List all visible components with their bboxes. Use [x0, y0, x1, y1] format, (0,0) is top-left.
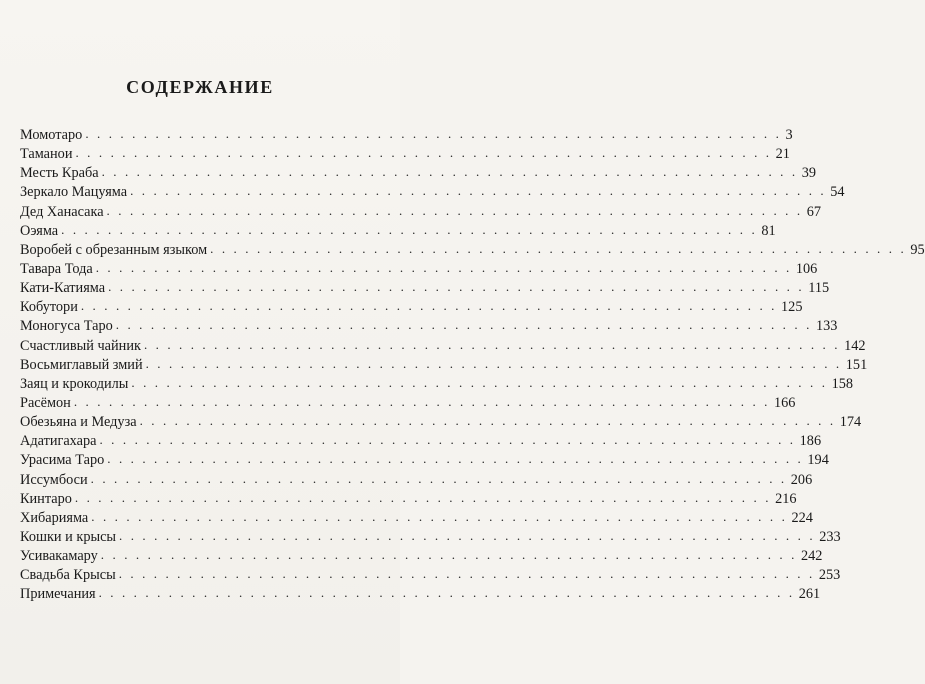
toc-entry-title: Кинтаро: [20, 490, 72, 507]
toc-entry-page-number: 186: [799, 433, 822, 450]
toc-entry: [20, 278, 830, 297]
toc-leader-dots: . . . . . . . . . . . . . . . . . . . . . . . . . . . . . . . . . . . . . . . . . . . . . . . . . . . . . . . . . . . .: [107, 451, 804, 467]
toc-entry: [20, 508, 813, 527]
toc-entry: [20, 450, 829, 469]
toc-leader-dots: . . . . . . . . . . . . . . . . . . . . . . . . . . . . . . . . . . . . . . . . . . . . . . . . . . . . . . . . . . . .: [99, 432, 796, 448]
toc-entry-title: Моногуса Таро: [20, 318, 113, 335]
toc-entry-page-number: 67: [806, 203, 821, 220]
toc-entry: [20, 336, 866, 355]
toc-entry-title: Восьмиглавый змий: [20, 356, 143, 373]
toc-entry-page-number: 166: [774, 394, 796, 411]
toc-entry-page-number: 125: [781, 299, 803, 316]
toc-entry: [20, 565, 841, 584]
toc-entry-page-number: 39: [801, 165, 817, 182]
toc-leader-dots: . . . . . . . . . . . . . . . . . . . . . . . . . . . . . . . . . . . . . . . . . . . . . . . . . . . . . . . . . . . .: [101, 164, 798, 180]
toc-entry-title: Момотаро: [20, 127, 83, 143]
toc-entry-page-number: 115: [808, 280, 830, 297]
toc-entry-title: Кобутори: [20, 299, 78, 316]
toc-leader-dots: . . . . . . . . . . . . . . . . . . . . . . . . . . . . . . . . . . . . . . . . . . . . . . . . . . . . . . . . . . . .: [85, 126, 782, 141]
toc-entry: [20, 527, 841, 546]
toc-entry: [20, 163, 817, 182]
toc-entry-page-number: 261: [798, 586, 821, 603]
toc-entry: [20, 259, 818, 278]
toc-entry-page-number: 54: [830, 184, 845, 201]
toc-leader-dots: . . . . . . . . . . . . . . . . . . . . . . . . . . . . . . . . . . . . . . . . . . . . . . . . . . . . . . . . . . . .: [100, 547, 797, 563]
toc-entry-page-number: 158: [831, 375, 854, 392]
toc-entry: [20, 546, 823, 565]
toc-entry-title: Усивакамару: [20, 548, 98, 565]
toc-entry: [20, 125, 793, 144]
toc-entry: [20, 316, 838, 335]
toc-entry: [20, 584, 821, 603]
toc-entry-title: Дед Ханасака: [20, 203, 104, 220]
toc-entry: [20, 221, 776, 240]
toc-leader-dots: . . . . . . . . . . . . . . . . . . . . . . . . . . . . . . . . . . . . . . . . . . . . . . . . . . . . . . . . . . . .: [131, 374, 828, 390]
toc-entry: [20, 355, 868, 374]
toc-entry-page-number: 133: [815, 318, 838, 335]
toc-entry: [20, 202, 821, 221]
toc-leader-dots: . . . . . . . . . . . . . . . . . . . . . . . . . . . . . . . . . . . . . . . . . . . . . . . . . . . . . . . . . . . .: [143, 336, 841, 352]
toc-leader-dots: . . . . . . . . . . . . . . . . . . . . . . . . . . . . . . . . . . . . . . . . . . . . . . . . . . . . . . . . . . . .: [130, 183, 827, 199]
toc-entry: [20, 374, 854, 393]
toc-leader-dots: . . . . . . . . . . . . . . . . . . . . . . . . . . . . . . . . . . . . . . . . . . . . . . . . . . . . . . . . . . . .: [80, 298, 778, 314]
toc-leader-dots: . . . . . . . . . . . . . . . . . . . . . . . . . . . . . . . . . . . . . . . . . . . . . . . . . . . . . . . . . . . .: [95, 259, 792, 275]
toc-leader-dots: . . . . . . . . . . . . . . . . . . . . . . . . . . . . . . . . . . . . . . . . . . . . . . . . . . . . . . . . . . . .: [115, 317, 812, 333]
toc-entry-page-number: 206: [790, 471, 813, 488]
toc-entry-title: Кати-Катияма: [20, 280, 106, 297]
toc-entry-page-number: 95: [910, 241, 925, 258]
toc-entry: [20, 489, 797, 508]
toc-entry: [20, 412, 862, 431]
toc-entry-title: Счастливый чайник: [20, 337, 141, 354]
toc-entry: [20, 393, 796, 412]
toc-entry-title: Расёмон: [20, 394, 71, 411]
table-of-contents: [20, 125, 925, 604]
toc-entry-title: Хибарияма: [20, 509, 89, 526]
toc-entry-title: Заяц и крокодилы: [20, 375, 129, 392]
toc-leader-dots: . . . . . . . . . . . . . . . . . . . . . . . . . . . . . . . . . . . . . . . . . . . . . . . . . . . . . . . . . . . .: [75, 145, 772, 161]
toc-entry-page-number: 242: [800, 548, 823, 565]
toc-entry-page-number: 151: [845, 356, 868, 373]
toc-leader-dots: . . . . . . . . . . . . . . . . . . . . . . . . . . . . . . . . . . . . . . . . . . . . . . . . . . . . . . . . . . . .: [139, 413, 836, 429]
toc-entry-page-number: 3: [785, 127, 793, 143]
toc-leader-dots: . . . . . . . . . . . . . . . . . . . . . . . . . . . . . . . . . . . . . . . . . . . . . . . . . . . . . . . . . . . .: [119, 527, 816, 543]
toc-entry-title: Примечания: [20, 586, 96, 603]
toc-leader-dots: . . . . . . . . . . . . . . . . . . . . . . . . . . . . . . . . . . . . . . . . . . . . . . . . . . . . . . . . . . . .: [91, 508, 788, 524]
toc-entry-page-number: 194: [807, 452, 829, 469]
toc-entry: [20, 297, 803, 316]
toc-entry: [20, 431, 822, 450]
toc-leader-dots: . . . . . . . . . . . . . . . . . . . . . . . . . . . . . . . . . . . . . . . . . . . . . . . . . . . . . . . . . . . .: [74, 489, 772, 505]
toc-entry-page-number: 106: [795, 260, 818, 277]
toc-entry-page-number: 253: [818, 567, 841, 584]
toc-entry-title: Урасима Таро: [20, 452, 105, 469]
toc-leader-dots: . . . . . . . . . . . . . . . . . . . . . . . . . . . . . . . . . . . . . . . . . . . . . . . . . . . . . . . . . . . .: [90, 470, 787, 486]
toc-entry: [20, 470, 813, 489]
toc-entry: [20, 240, 925, 259]
toc-leader-dots: . . . . . . . . . . . . . . . . . . . . . . . . . . . . . . . . . . . . . . . . . . . . . . . . . . . . . . . . . . . .: [61, 221, 758, 237]
toc-entry-title: Таманои: [20, 146, 73, 163]
toc-leader-dots: . . . . . . . . . . . . . . . . . . . . . . . . . . . . . . . . . . . . . . . . . . . . . . . . . . . . . . . . . . . .: [73, 393, 770, 409]
toc-entry: [20, 144, 790, 163]
toc-entry-title: Кошки и крысы: [20, 528, 117, 545]
toc-entry-page-number: 216: [775, 490, 797, 507]
toc-leader-dots: . . . . . . . . . . . . . . . . . . . . . . . . . . . . . . . . . . . . . . . . . . . . . . . . . . . . . . . . . . . .: [106, 202, 803, 218]
toc-entry-title: Оэяма: [20, 222, 59, 239]
toc-leader-dots: . . . . . . . . . . . . . . . . . . . . . . . . . . . . . . . . . . . . . . . . . . . . . . . . . . . . . . . . . . . .: [108, 279, 805, 295]
toc-entry-page-number: 233: [819, 528, 841, 545]
toc-entry-page-number: 81: [761, 222, 776, 239]
toc-entry-title: Тавара Тода: [20, 260, 93, 277]
toc-entry-title: Обезьяна и Медуза: [20, 414, 137, 431]
toc-entry-page-number: 142: [844, 337, 866, 354]
toc-entry-title: Воробей с обрезанным языком: [20, 241, 208, 258]
page-title: СОДЕРЖАНИЕ: [126, 77, 274, 97]
toc-leader-dots: . . . . . . . . . . . . . . . . . . . . . . . . . . . . . . . . . . . . . . . . . . . . . . . . . . . . . . . . . . . .: [145, 355, 842, 371]
toc-entry: [20, 182, 845, 201]
toc-entry-page-number: 224: [791, 509, 813, 526]
toc-entry-title: Месть Краба: [20, 165, 99, 182]
toc-entry-title: Зеркало Мацуяма: [20, 184, 128, 201]
toc-leader-dots: . . . . . . . . . . . . . . . . . . . . . . . . . . . . . . . . . . . . . . . . . . . . . . . . . . . . . . . . . . . .: [98, 585, 795, 601]
toc-leader-dots: . . . . . . . . . . . . . . . . . . . . . . . . . . . . . . . . . . . . . . . . . . . . . . . . . . . . . . . . . . . .: [118, 566, 815, 582]
toc-entry-title: Адатигахара: [20, 433, 97, 450]
toc-leader-dots: . . . . . . . . . . . . . . . . . . . . . . . . . . . . . . . . . . . . . . . . . . . . . . . . . . . . . . . . . . . .: [210, 240, 907, 256]
toc-entry-title: Иссумбоси: [20, 471, 88, 488]
toc-entry-page-number: 174: [839, 414, 862, 431]
toc-entry-page-number: 21: [775, 146, 790, 163]
toc-entry-title: Свадьба Крысы: [20, 567, 116, 584]
